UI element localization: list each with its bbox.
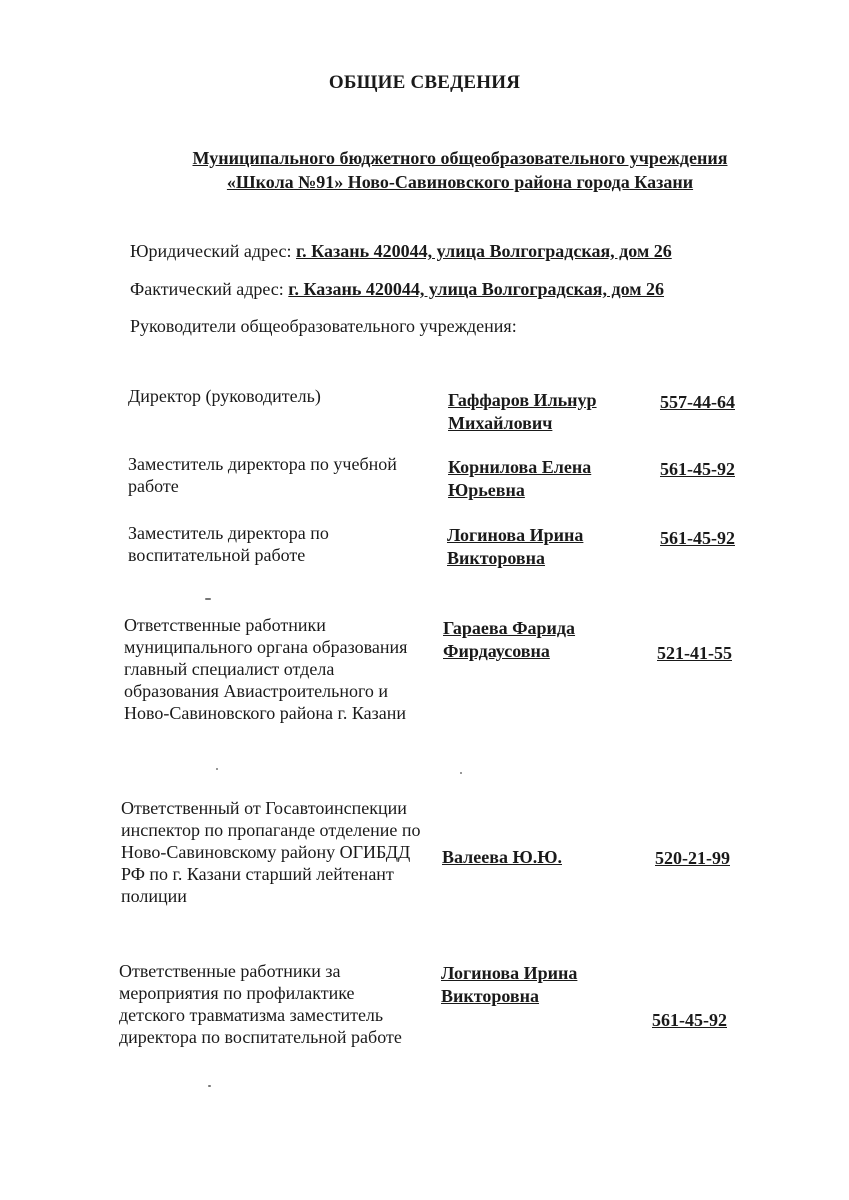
contact-phone-director: 557-44-64 xyxy=(660,392,735,412)
leaders-heading: Руководители общеобразовательного учреждения: xyxy=(130,316,517,336)
contact-name-deputy-upbringing xyxy=(447,524,583,570)
actual-address-value: г. Казань 420044, улица Волгоградская, дом 26 xyxy=(288,279,665,299)
contact-name-line: Корнилова Елена xyxy=(448,457,592,477)
contact-name-line: Гараева Фарида xyxy=(443,618,576,638)
contact-role-municipal-specialist: Ответственные работники муниципального органа образования главный специалист отдела образования Авиастроительного и Ново-Савиновского района г. Казани xyxy=(124,615,408,723)
scan-speck xyxy=(216,768,218,770)
scan-speck xyxy=(205,598,211,600)
actual-address-label: Фактический адрес: xyxy=(130,279,289,299)
contact-role-injury-prevention: Ответственные работники за мероприятия по профилактике детского травматизма заместитель директора по воспитательной работе xyxy=(119,961,402,1047)
contact-name-line: Фирдаусовна xyxy=(443,641,550,661)
institution-name xyxy=(120,146,800,194)
contact-name-line: Юрьевна xyxy=(448,480,525,500)
contact-phone-traffic-inspector: 520-21-99 xyxy=(655,848,730,868)
contact-phone-deputy-academic: 561-45-92 xyxy=(660,459,735,479)
contact-name-deputy-academic xyxy=(448,456,591,502)
contact-role-director: Директор (руководитель) xyxy=(128,386,321,406)
contact-role-traffic-inspector: Ответственный от Госавтоинспекции инспектор по пропаганде отделение по Ново-Савиновскому району ОГИБДД РФ по г. Казани старший лейтенант полиции xyxy=(121,798,421,906)
contact-name-injury-prevention xyxy=(441,962,577,1008)
contact-name-traffic-inspector xyxy=(442,846,562,869)
institution-name-line-2: «Школа №91» Ново-Савиновского района города Казани xyxy=(226,172,694,192)
contact-name-line: Гаффаров Ильнур xyxy=(448,390,597,410)
legal-address xyxy=(130,240,672,262)
page-title: ОБЩИЕ СВЕДЕНИЯ xyxy=(328,72,521,93)
contact-phone-injury-prevention: 561-45-92 xyxy=(652,1010,727,1030)
contact-name-line: Логинова Ирина xyxy=(447,525,584,545)
legal-address-value: г. Казань 420044, улица Волгоградская, дом 26 xyxy=(296,241,672,261)
institution-name-line-1: Муниципального бюджетного общеобразовательного учреждения xyxy=(192,148,728,168)
contact-name-line: Викторовна xyxy=(447,548,546,568)
contact-name-line: Валеева Ю.Ю. xyxy=(442,847,562,867)
contact-name-municipal-specialist xyxy=(443,617,575,663)
scan-speck xyxy=(208,1085,211,1087)
contact-phone-deputy-upbringing: 561-45-92 xyxy=(660,528,735,548)
contact-name-line: Викторовна xyxy=(441,986,540,1006)
actual-address xyxy=(130,278,664,300)
contact-name-line: Логинова Ирина xyxy=(441,963,578,983)
contact-role-deputy-upbringing: Заместитель директора по воспитательной работе xyxy=(128,523,329,565)
scan-speck xyxy=(460,772,462,774)
contact-name-director xyxy=(448,389,597,435)
contact-role-deputy-academic: Заместитель директора по учебной работе xyxy=(128,454,397,496)
legal-address-label: Юридический адрес: xyxy=(130,241,296,261)
contact-name-line: Михайлович xyxy=(448,413,553,433)
contact-phone-municipal-specialist: 521-41-55 xyxy=(657,643,732,663)
